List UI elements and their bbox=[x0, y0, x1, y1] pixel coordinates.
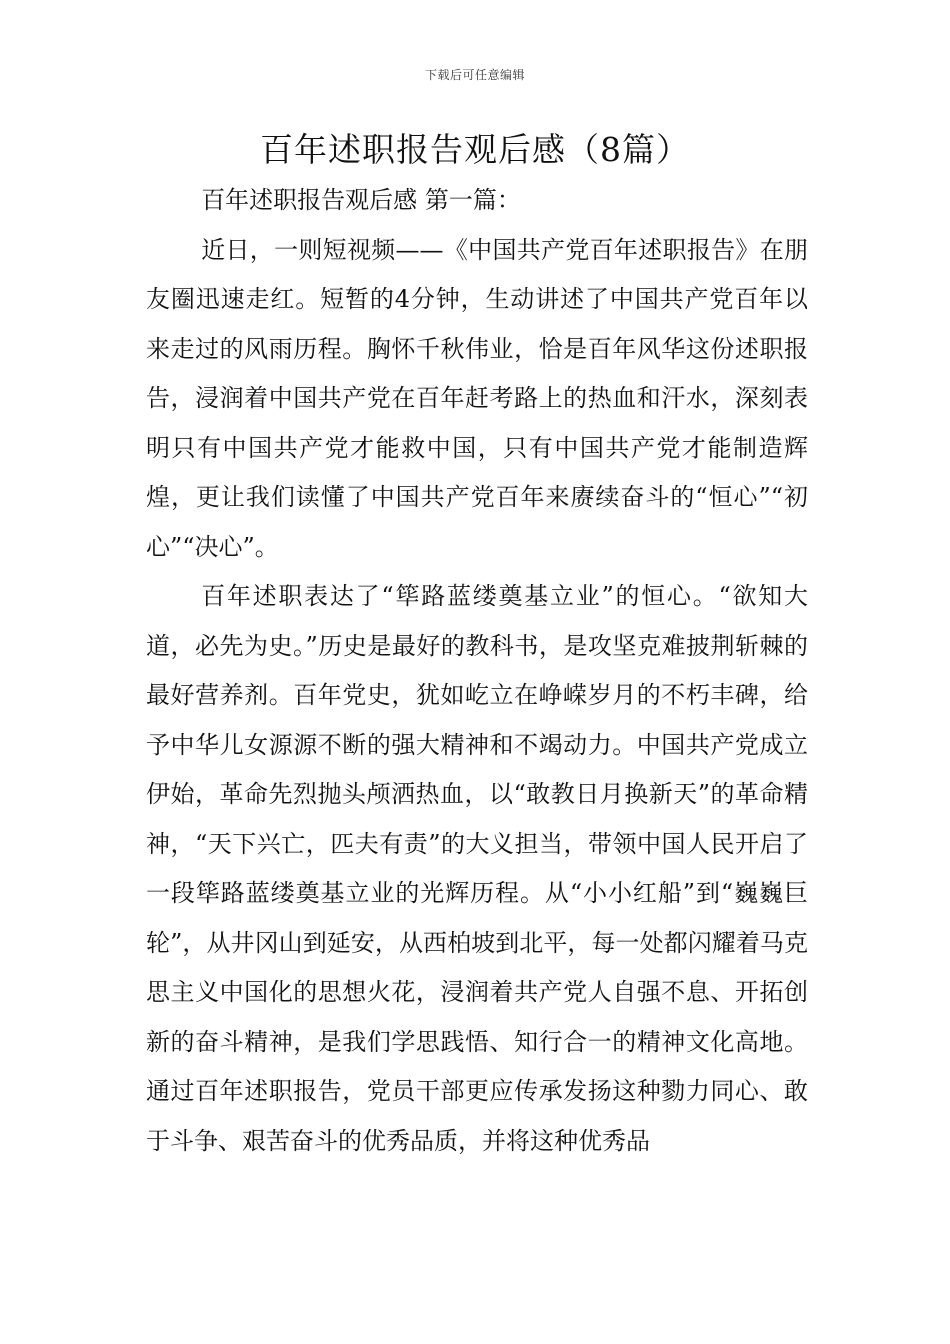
paragraph-2: 百年述职表达了“筚路蓝缕奠基立业”的恒心。“欲知大道，必先为史。”历史是最好的教科书，是攻坚克难披荆斩棘的最好营养剂。百年党史，犹如屹立在峥嵘岁月的不朽丰碑，给予中华儿女源源不断的强大精神和不竭动力。中国共产党成立伊始，革命先烈抛头颅洒热血，以“敢教日月换新天”的革命精神，“天下兴亡，匹夫有责”的大义担当，带领中国人民开启了一段筚路蓝缕奠基立业的光辉历程。从“小小红船”到“巍巍巨轮”，从井冈山到延安，从西柏坡到北平，每一处都闪耀着马克思主义中国化的思想火花，浸润着共产党人自强不息、开拓创新的奋斗精神，是我们学思践悟、知行合一的精神文化高地。通过百年述职报告，党员干部更应传承发扬这种勠力同心、敢于斗争、艰苦奋斗的优秀品质，并将这种优秀品 bbox=[146, 582, 808, 1155]
header-note: 下载后可任意编辑 bbox=[424, 68, 525, 82]
section-heading: 百年述职报告观后感 第一篇： bbox=[201, 186, 521, 214]
document-body bbox=[146, 176, 808, 1166]
document-title: 百年述职报告观后感（8篇） bbox=[260, 130, 690, 169]
paragraph-1: 近日，一则短视频——《中国共产党百年述职报告》在朋友圈迅速走红。短暂的4分钟，生动讲述了中国共产党百年以来走过的风雨历程。胸怀千秋伟业，恰是百年风华这份述职报告，浸润着中国共产党在百年赶考路上的热血和汗水，深刻表明只有中国共产党才能救中国，只有中国共产党才能制造辉煌，更让我们读懂了中国共产党百年来赓续奋斗的“恒心”“初心”“决心”。 bbox=[146, 235, 808, 561]
